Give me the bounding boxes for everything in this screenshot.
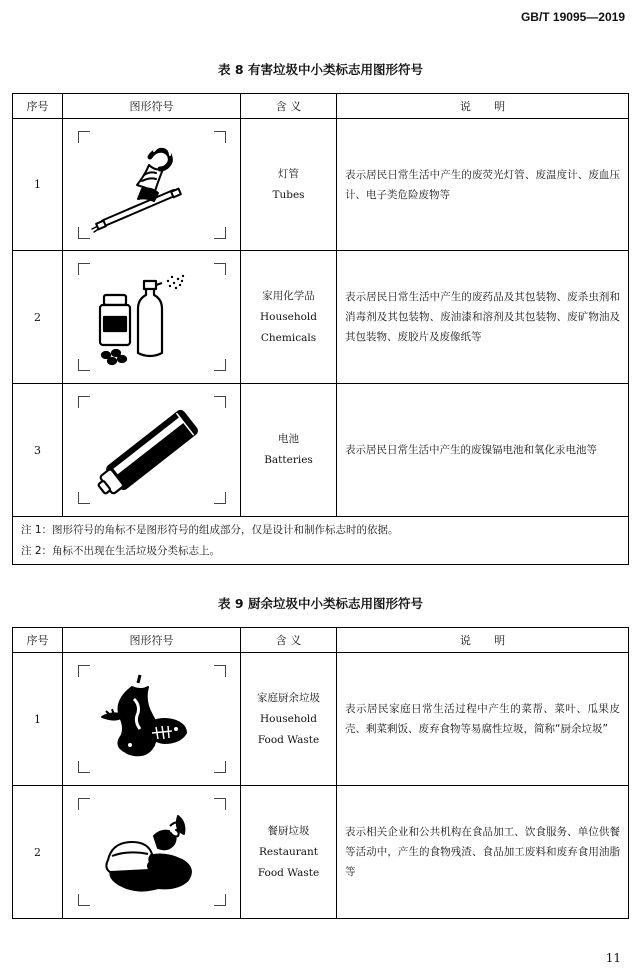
table8-notes-row: [13, 517, 629, 565]
description-cell: 表示相关企业和公共机构在食品加工、饮食服务、单位供餐等活动中，产生的食物残渣、食品加工废料和废弃食用油脂等: [337, 786, 629, 919]
meaning-en-line2: Food Waste: [257, 866, 320, 879]
table8-notes: [13, 517, 629, 565]
household-food-waste-icon: [82, 669, 222, 769]
col-header-no: 序号: [13, 94, 63, 119]
row-number: 1: [13, 653, 63, 786]
table8: [12, 93, 629, 565]
table9-header-row: [13, 628, 629, 653]
col-header-symbol: 图形符号: [63, 628, 241, 653]
symbol-frame: [78, 665, 226, 773]
note-2: 注 2：角标不出现在生活垃圾分类标志上。: [21, 545, 221, 557]
meaning-zh: 电池: [278, 433, 299, 445]
restaurant-food-waste-icon: [82, 802, 222, 902]
row-number: 1: [13, 119, 63, 251]
symbol-cell: [63, 786, 241, 919]
col-header-description: 说 明: [337, 94, 629, 119]
table8-header-row: [13, 94, 629, 119]
col-header-symbol: 图形符号: [63, 94, 241, 119]
row-number: 2: [13, 786, 63, 919]
col-header-meaning: 含 义: [241, 94, 337, 119]
meaning-en-line1: Restaurant: [258, 845, 318, 858]
symbol-frame: [78, 798, 226, 906]
table-row: [13, 384, 629, 517]
lamp-tube-icon: [82, 135, 222, 235]
table-row: [13, 786, 629, 919]
table9-caption: 表 9 厨余垃圾中小类标志用图形符号: [218, 596, 423, 611]
page-number: 11: [605, 951, 621, 965]
meaning-en-line2: Chemicals: [260, 331, 317, 344]
symbol-frame: [78, 131, 226, 239]
meaning-en-line1: Household: [259, 712, 317, 725]
meaning-zh: 灯管: [278, 167, 299, 180]
battery-icon: [82, 400, 222, 500]
table9: [12, 627, 629, 919]
description-cell: 表示居民日常生活中产生的废镍镉电池和氧化汞电池等: [337, 384, 629, 517]
meaning-en: Batteries: [264, 454, 313, 466]
symbol-frame: [78, 263, 226, 371]
col-header-description: 说 明: [337, 628, 629, 653]
meaning-en-line1: Household: [259, 310, 317, 323]
meaning-zh: 餐厨垃圾: [267, 824, 310, 837]
col-header-no: 序号: [13, 628, 63, 653]
row-number: 2: [13, 251, 63, 384]
household-chemicals-icon: [82, 267, 222, 367]
symbol-frame: [78, 396, 226, 504]
table-row: [13, 251, 629, 384]
meaning-en-line2: Food Waste: [257, 733, 320, 746]
svg-text:+: +: [119, 459, 128, 470]
note-1: 注 1：图形符号的角标不是图形符号的组成部分，仅是设计和制作标志时的依据。: [21, 524, 399, 536]
table-row: [13, 119, 629, 251]
meaning-cell: [241, 384, 337, 517]
description-cell: 表示居民日常生活中产生的废荧光灯管、废温度计、废血压计、电子类危险废物等: [337, 119, 629, 251]
meaning-cell: [241, 251, 337, 384]
symbol-cell: [63, 653, 241, 786]
col-header-meaning: 含 义: [241, 628, 337, 653]
meaning-cell: [241, 786, 337, 919]
symbol-cell: [63, 384, 241, 517]
table-row: [13, 653, 629, 786]
symbol-cell: [63, 251, 241, 384]
description-cell: 表示居民家庭日常生活过程中产生的菜帮、菜叶、瓜果皮壳、剩菜剩饭、废弃食物等易腐性垃圾，简称“厨余垃圾”: [337, 653, 629, 786]
row-number: 3: [13, 384, 63, 517]
standard-code: GB/T 19095—2019: [520, 10, 625, 24]
meaning-en: Tubes: [272, 188, 305, 201]
description-cell: 表示居民日常生活中产生的废药品及其包装物、废杀虫剂和消毒剂及其包装物、废油漆和溶剂及其包装物、废矿物油及其包装物、废胶片及废像纸等: [337, 251, 629, 384]
table8-caption: 表 8 有害垃圾中小类标志用图形符号: [218, 62, 423, 77]
meaning-cell: [241, 119, 337, 251]
symbol-cell: [63, 119, 241, 251]
meaning-cell: [241, 653, 337, 786]
meaning-zh: 家庭厨余垃圾: [257, 691, 320, 704]
meaning-zh: 家用化学品: [262, 289, 315, 302]
